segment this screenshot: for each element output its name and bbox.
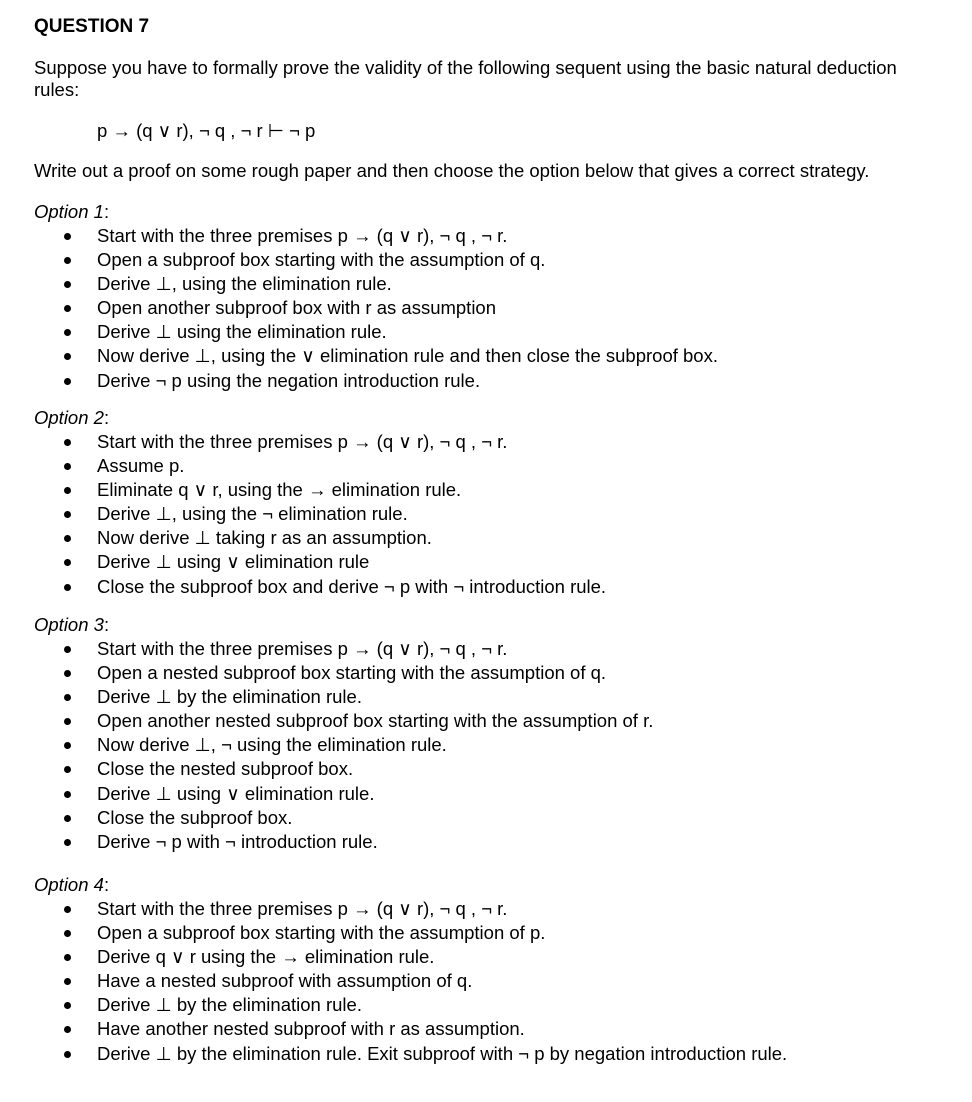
bullet-icon: [64, 954, 71, 961]
bullet-icon: [64, 233, 71, 240]
option-step: [34, 686, 934, 710]
option-step: [34, 321, 934, 345]
option-step: [34, 431, 934, 455]
bullet-icon: [64, 670, 71, 677]
option-1-steps: [34, 225, 934, 394]
bullet-icon: [64, 353, 71, 360]
bullet-icon: [64, 487, 71, 494]
step-text: Derive ⊥ using ∨ elimination rule: [97, 551, 370, 573]
bullet-icon: [64, 646, 71, 653]
step-text: Derive ⊥, using the ¬ elimination rule.: [97, 503, 408, 525]
sequent-formula: p → (q ∨ r), ¬ q , ¬ r ⊢ ¬ p: [97, 120, 316, 141]
option-step: [34, 710, 934, 734]
option-step: [34, 734, 934, 758]
step-text: Now derive ⊥ taking r as an assumption.: [97, 527, 432, 549]
bullet-icon: [64, 257, 71, 264]
option-step: [34, 345, 934, 369]
step-text: Open another nested subproof box starting with the assumption of r.: [97, 710, 654, 732]
option-step: [34, 831, 934, 855]
option-step: [34, 249, 934, 273]
bullet-icon: [64, 815, 71, 822]
bullet-icon: [64, 584, 71, 591]
option-2-steps: [34, 431, 934, 600]
question-instruction: Write out a proof on some rough paper and then choose the option below that gives a correct strategy.: [34, 160, 870, 181]
bullet-icon: [64, 535, 71, 542]
option-4: [34, 874, 934, 1067]
step-text: Have a nested subproof with assumption of q.: [97, 970, 473, 992]
step-text: Derive ⊥, using the elimination rule.: [97, 273, 392, 295]
option-step: [34, 479, 934, 503]
option-step: [34, 297, 934, 321]
step-text: Open a subproof box starting with the assumption of q.: [97, 249, 546, 271]
option-step: [34, 807, 934, 831]
bullet-icon: [64, 1051, 71, 1058]
step-text: Start with the three premises p → (q ∨ r), ¬ q , ¬ r.: [97, 225, 508, 246]
step-text: Open another subproof box with r as assumption: [97, 297, 497, 319]
option-step: [34, 273, 934, 297]
bullet-icon: [64, 930, 71, 937]
option-3-title: Option 3:: [34, 614, 110, 635]
option-step: [34, 527, 934, 551]
step-text: Derive ⊥ by the elimination rule.: [97, 686, 362, 708]
option-3: [34, 614, 934, 855]
step-text: Start with the three premises p → (q ∨ r), ¬ q , ¬ r.: [97, 431, 508, 452]
step-text: Derive ¬ p with ¬ introduction rule.: [97, 830, 378, 852]
bullet-icon: [64, 906, 71, 913]
option-2: [34, 407, 934, 600]
bullet-icon: [64, 839, 71, 846]
bullet-icon: [64, 305, 71, 312]
step-text: Derive ⊥ by the elimination rule.: [97, 994, 362, 1016]
step-text: Derive ⊥ using ∨ elimination rule.: [97, 782, 375, 804]
step-text: Close the subproof box.: [97, 806, 293, 828]
option-step: [34, 638, 934, 662]
option-2-title: Option 2:: [34, 407, 110, 428]
option-3-label: Option 3: [34, 614, 104, 635]
option-step: [34, 994, 934, 1018]
option-step: [34, 503, 934, 527]
option-4-title: Option 4:: [34, 874, 110, 895]
step-text: Open a subproof box starting with the assumption of p.: [97, 922, 546, 944]
step-text: Close the nested subproof box.: [97, 758, 354, 780]
option-step: [34, 898, 934, 922]
option-step: [34, 783, 934, 807]
step-text: Now derive ⊥, using the ∨ elimination rule and then close the subproof box.: [97, 345, 718, 367]
option-1-label: Option 1: [34, 201, 104, 222]
bullet-icon: [64, 791, 71, 798]
question-intro: Suppose you have to formally prove the validity of the following sequent using the basic natural deduction rules:: [34, 57, 897, 100]
bullet-icon: [64, 511, 71, 518]
step-text: Derive q ∨ r using the → elimination rule.: [97, 946, 435, 968]
step-text: Open a nested subproof box starting with the assumption of q.: [97, 662, 607, 684]
option-3-steps: [34, 638, 934, 855]
option-step: [34, 1018, 934, 1042]
bullet-icon: [64, 559, 71, 566]
option-step: [34, 758, 934, 782]
option-step: [34, 662, 934, 686]
option-step: [34, 922, 934, 946]
option-step: [34, 1043, 934, 1067]
bullet-icon: [64, 378, 71, 385]
option-2-label: Option 2: [34, 407, 104, 428]
option-step: [34, 551, 934, 575]
option-step: [34, 970, 934, 994]
bullet-icon: [64, 1026, 71, 1033]
step-text: Eliminate q ∨ r, using the → elimination rule.: [97, 479, 462, 501]
question-title: QUESTION 7: [34, 16, 150, 37]
option-4-steps: [34, 898, 934, 1067]
step-text: Now derive ⊥, ¬ using the elimination rule.: [97, 734, 447, 756]
option-1: [34, 201, 934, 394]
bullet-icon: [64, 766, 71, 773]
bullet-icon: [64, 463, 71, 470]
option-1-title: Option 1:: [34, 201, 110, 222]
step-text: Derive ⊥ using the elimination rule.: [97, 321, 387, 343]
option-step: [34, 225, 934, 249]
bullet-icon: [64, 439, 71, 446]
bullet-icon: [64, 718, 71, 725]
option-step: [34, 455, 934, 479]
step-text: Derive ¬ p using the negation introduction rule.: [97, 369, 481, 391]
option-4-label: Option 4: [34, 874, 104, 895]
bullet-icon: [64, 742, 71, 749]
bullet-icon: [64, 329, 71, 336]
option-step: [34, 576, 934, 600]
bullet-icon: [64, 281, 71, 288]
step-text: Start with the three premises p → (q ∨ r), ¬ q , ¬ r.: [97, 638, 508, 659]
bullet-icon: [64, 694, 71, 701]
step-text: Have another nested subproof with r as assumption.: [97, 1018, 525, 1040]
option-step: [34, 370, 934, 394]
bullet-icon: [64, 1002, 71, 1009]
step-text: Derive ⊥ by the elimination rule. Exit subproof with ¬ p by negation introduction rule.: [97, 1042, 788, 1064]
step-text: Start with the three premises p → (q ∨ r), ¬ q , ¬ r.: [97, 898, 508, 919]
step-text: Close the subproof box and derive ¬ p with ¬ introduction rule.: [97, 575, 607, 597]
bullet-icon: [64, 978, 71, 985]
step-text: Assume p.: [97, 455, 185, 477]
option-step: [34, 946, 934, 970]
